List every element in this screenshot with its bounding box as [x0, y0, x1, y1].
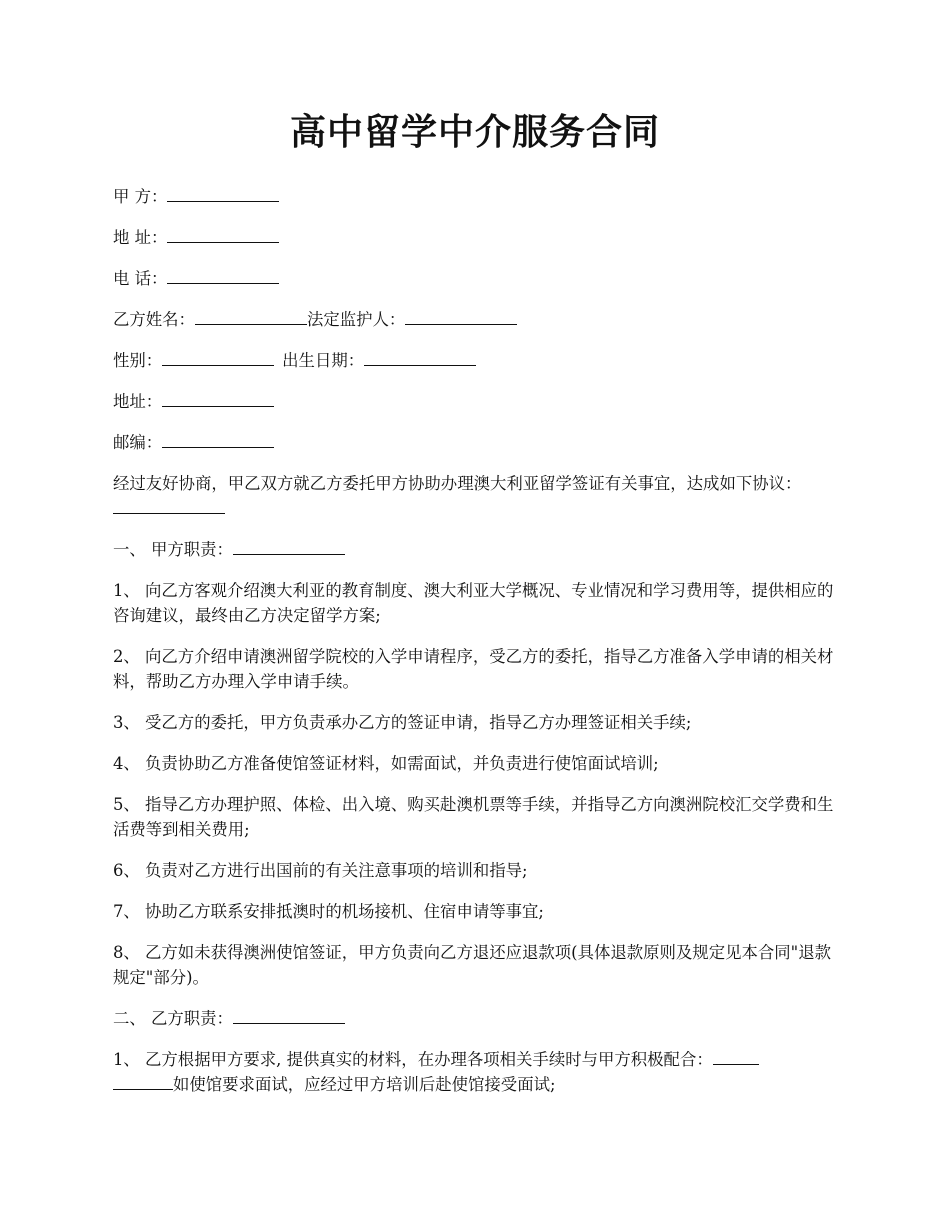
gender-label: 性别： — [113, 351, 163, 370]
document-title: 高中留学中介服务合同 — [289, 111, 660, 153]
party-b-name-blank[interactable] — [195, 308, 307, 325]
postcode-field — [113, 430, 837, 455]
phone-blank[interactable] — [167, 267, 279, 284]
party-b-address-field — [113, 389, 837, 414]
section2-item1-text: 1、 乙方根据甲方要求, 提供真实的材料，在办理各项相关手续时与甲方积极配合： — [113, 1050, 713, 1069]
postcode-label: 邮编： — [113, 433, 163, 452]
section1-blank[interactable] — [233, 538, 345, 555]
address-blank[interactable] — [167, 226, 279, 243]
intro-text: 经过友好协商，甲乙双方就乙方委托甲方协助办理澳大利亚留学签证有关事宜，达成如下协议： — [113, 474, 802, 493]
party-a-blank[interactable] — [167, 185, 279, 202]
phone-label: 电 话： — [113, 269, 168, 288]
section2-item1-blank-b[interactable] — [113, 1073, 173, 1090]
party-b-address-blank[interactable] — [162, 390, 274, 407]
postcode-blank[interactable] — [162, 431, 274, 448]
section1-item: 8、 乙方如未获得澳洲使馆签证，甲方负责向乙方退还应退款项(具体退款原则及规定见本合同"退款规定"部分)。 — [113, 943, 831, 987]
section2-item1-blank-a[interactable] — [713, 1048, 759, 1065]
section1-item: 5、 指导乙方办理护照、体检、出入境、购买赴澳机票等手续，并指导乙方向澳洲院校汇交学费和生活费等到相关费用; — [113, 795, 834, 839]
section1-item: 4、 负责协助乙方准备使馆签证材料，如需面试，并负责进行使馆面试培训; — [113, 754, 659, 773]
party-b-address-label: 地址： — [113, 392, 163, 411]
section1-item: 3、 受乙方的委托，甲方负责承办乙方的签证申请，指导乙方办理签证相关手续; — [113, 713, 692, 732]
birthdate-blank[interactable] — [364, 349, 476, 366]
address-label: 地 址： — [113, 228, 168, 247]
section2-heading-text: 二、 乙方职责： — [113, 1009, 233, 1028]
section2-item — [113, 1047, 837, 1097]
phone-field — [113, 266, 837, 291]
gender-blank[interactable] — [162, 349, 274, 366]
section2-item1-text-cont: 如使馆要求面试，应经过甲方培训后赴使馆接受面试; — [173, 1075, 556, 1094]
section1-item: 2、 向乙方介绍申请澳洲留学院校的入学申请程序，受乙方的委托，指导乙方准备入学申请的相关材料，帮助乙方办理入学申请手续。 — [113, 647, 834, 691]
address-field — [113, 225, 837, 250]
guardian-label: 法定监护人： — [306, 310, 406, 329]
party-a-label: 甲 方： — [113, 187, 168, 206]
party-a-field — [113, 184, 837, 209]
intro-paragraph — [113, 471, 837, 521]
party-b-name-field — [113, 307, 837, 332]
section1-item: 6、 负责对乙方进行出国前的有关注意事项的培训和指导; — [113, 861, 528, 880]
section1-heading — [113, 537, 837, 562]
party-b-name-label: 乙方姓名： — [113, 310, 195, 329]
gender-field — [113, 348, 837, 373]
section1-heading-text: 一、 甲方职责： — [113, 540, 233, 559]
intro-blank[interactable] — [113, 497, 225, 514]
section1-item: 1、 向乙方客观介绍澳大利亚的教育制度、澳大利亚大学概况、专业情况和学习费用等，提供相应的咨询建议，最终由乙方决定留学方案; — [113, 581, 834, 625]
section1-item: 7、 协助乙方联系安排抵澳时的机场接机、住宿申请等事宜; — [113, 902, 544, 921]
section2-heading — [113, 1006, 837, 1031]
section2-blank[interactable] — [233, 1007, 345, 1024]
guardian-blank[interactable] — [405, 308, 517, 325]
birthdate-label: 出生日期： — [282, 351, 365, 370]
